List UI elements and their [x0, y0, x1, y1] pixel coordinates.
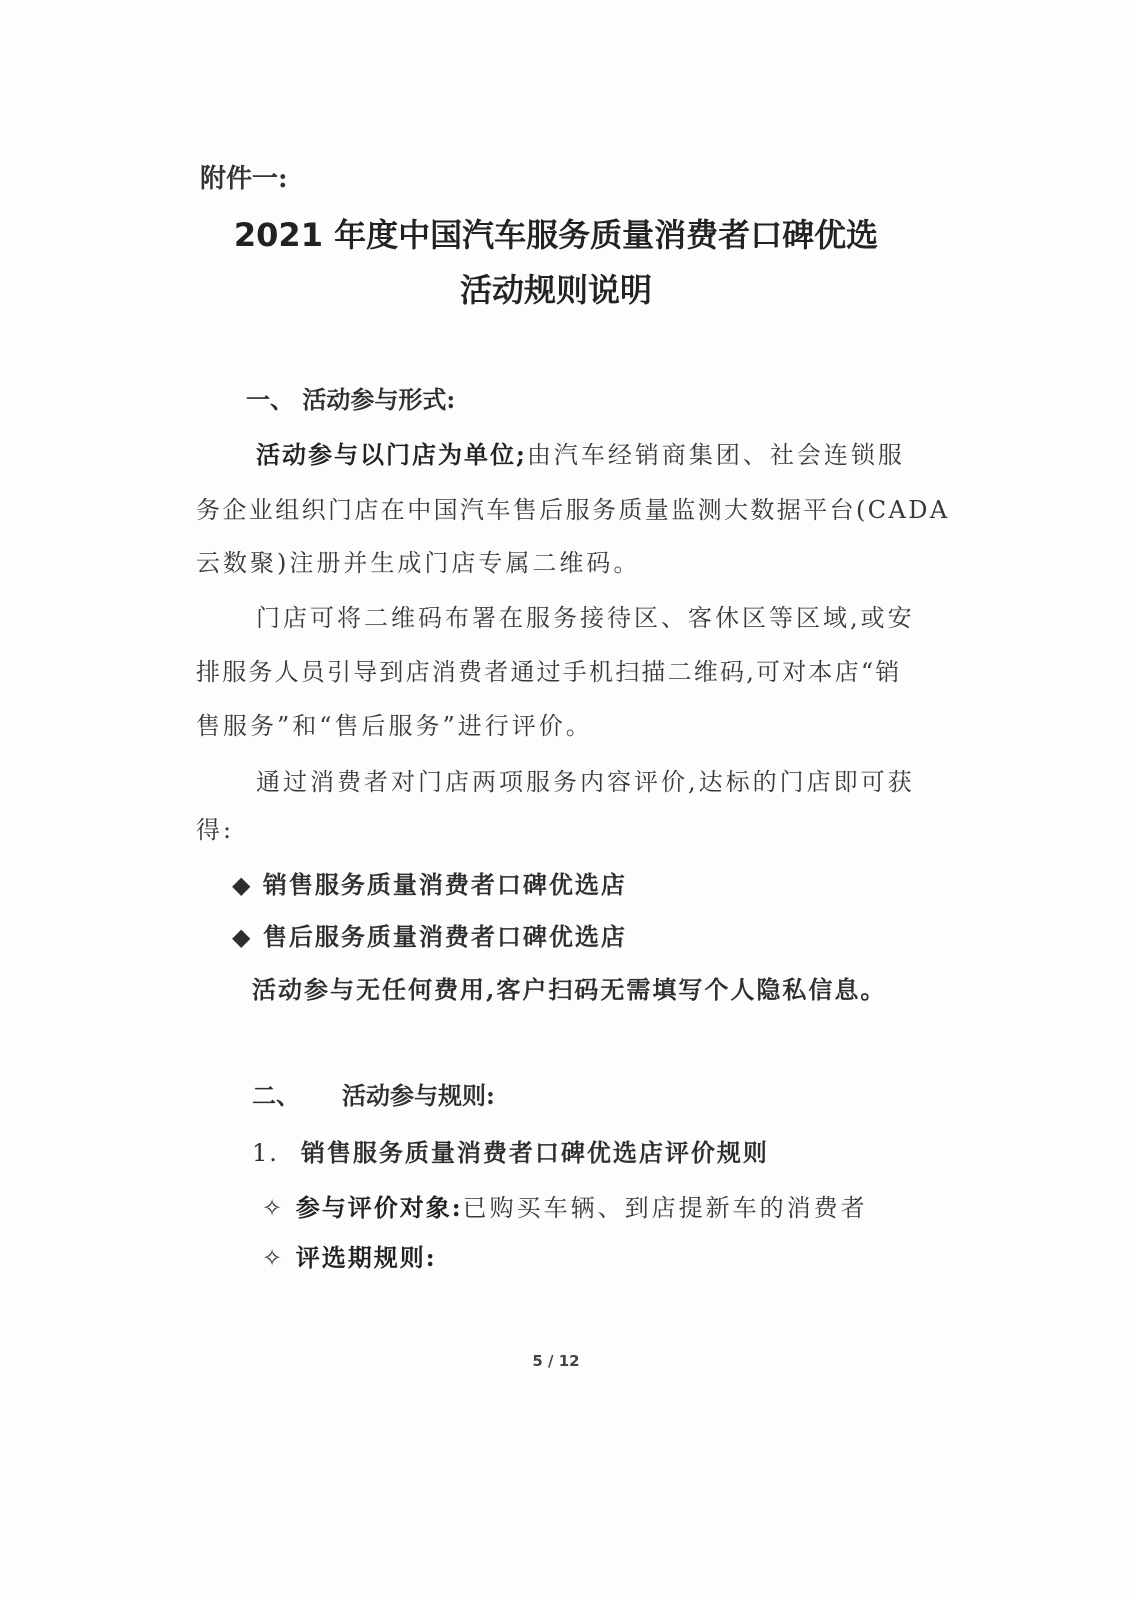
item-text: 销售服务质量消费者口碑优选店评价规则	[300, 1138, 769, 1167]
subitem-label: 评选期规则:	[295, 1243, 437, 1272]
bullet-text: 售后服务质量消费者口碑优选店	[262, 922, 627, 951]
hollow-diamond-bullet-icon: ✧	[262, 1194, 286, 1222]
bullet-item-sales	[232, 865, 627, 900]
diamond-bullet-icon: ◆	[232, 922, 253, 951]
section1-heading: 一、 活动参与形式:	[246, 385, 456, 414]
section2-heading	[252, 1076, 495, 1111]
document-title-line1: 2021 年度中国汽车服务质量消费者口碑优选	[233, 216, 879, 254]
paragraph1-rest: 由汽车经销商集团、社会连锁服	[526, 441, 905, 469]
diamond-bullet-icon: ◆	[232, 870, 253, 899]
section1-paragraph1-line1	[256, 435, 905, 470]
section2-subitem-participants	[262, 1188, 868, 1223]
section1-note: 活动参与无任何费用,客户扫码无需填写个人隐私信息。	[252, 975, 887, 1004]
paragraph1-bold-lead: 活动参与以门店为单位;	[256, 440, 527, 469]
section1-paragraph3-line1: 通过消费者对门店两项服务内容评价,达标的门店即可获	[256, 768, 915, 796]
section2-title: 活动参与规则:	[342, 1081, 495, 1110]
bullet-text: 销售服务质量消费者口碑优选店	[262, 870, 627, 899]
section2-number: 二、	[252, 1081, 300, 1110]
section1-paragraph2-line1: 门店可将二维码布署在服务接待区、客休区等区域,或安	[256, 604, 915, 632]
annex-label: 附件一:	[200, 164, 288, 194]
section1-paragraph3-line2: 得:	[196, 816, 235, 844]
section1-paragraph2-line3: 售服务”和“售后服务”进行评价。	[196, 712, 593, 740]
hollow-diamond-bullet-icon: ✧	[262, 1244, 286, 1272]
section2-item1	[252, 1133, 769, 1168]
bullet-item-aftersales	[232, 917, 627, 952]
document-title-line2: 活动规则说明	[459, 271, 652, 309]
section2-subitem-period-rules	[262, 1238, 437, 1273]
subitem-text: 已购买车辆、到店提新车的消费者	[462, 1194, 868, 1222]
subitem-label: 参与评价对象:	[295, 1193, 463, 1222]
section1-paragraph2-line2: 排服务人员引导到店消费者通过手机扫描二维码,可对本店“销	[196, 658, 902, 686]
section1-paragraph1-line2: 务企业组织门店在中国汽车售后服务质量监测大数据平台(CADA	[196, 496, 950, 524]
page-number: 5 / 12	[532, 1352, 580, 1370]
item-number: 1.	[252, 1139, 279, 1167]
section1-paragraph1-line3: 云数聚)注册并生成门店专属二维码。	[196, 549, 641, 577]
